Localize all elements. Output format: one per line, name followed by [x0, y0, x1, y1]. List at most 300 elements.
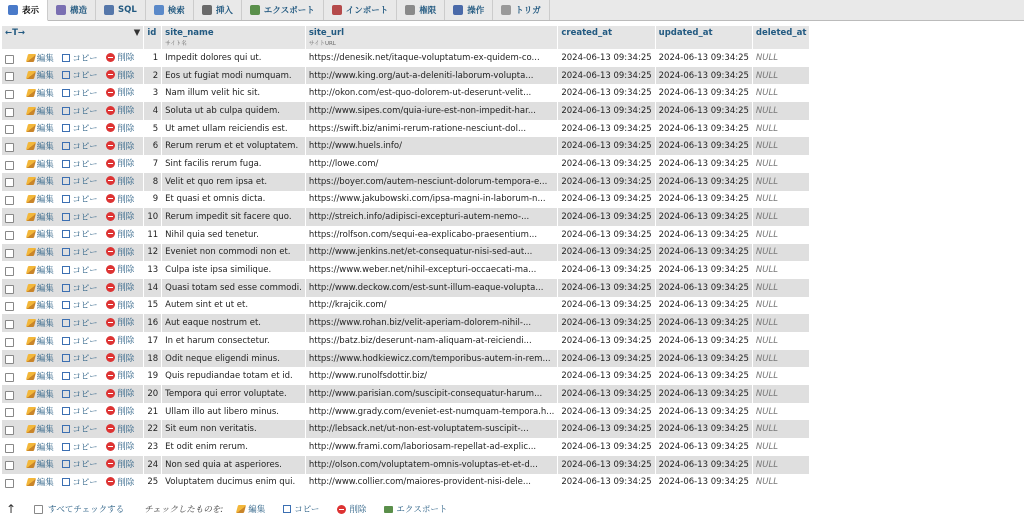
row-checkbox[interactable]: [5, 461, 14, 470]
row-checkbox[interactable]: [5, 178, 14, 187]
row-copy-button[interactable]: [62, 388, 97, 400]
cell-site-name[interactable]: Voluptatem ducimus enim qui.: [162, 474, 306, 492]
row-copy-button[interactable]: [62, 405, 97, 417]
cell-deleted-at[interactable]: NULL: [752, 385, 810, 403]
cell-site-url[interactable]: https://rolfson.com/sequi-ea-explicabo-praesentium...: [305, 226, 558, 244]
cell-site-url[interactable]: https://boyer.com/autem-nesciunt-dolorum-tempora-e...: [305, 173, 558, 191]
cell-created-at[interactable]: 2024-06-13 09:34:25: [558, 350, 655, 368]
row-delete-button[interactable]: [106, 299, 134, 311]
row-copy-button[interactable]: [62, 105, 97, 117]
tab-triggers[interactable]: [493, 0, 549, 20]
row-delete-button[interactable]: [106, 405, 134, 417]
cell-created-at[interactable]: 2024-06-13 09:34:25: [558, 137, 655, 155]
row-delete-label[interactable]: 削除: [117, 141, 135, 152]
cell-created-at[interactable]: 2024-06-13 09:34:25: [558, 191, 655, 209]
cell-site-name[interactable]: In et harum consectetur.: [162, 332, 306, 350]
row-copy-label[interactable]: コピー: [72, 389, 98, 400]
cell-updated-at[interactable]: 2024-06-13 09:34:25: [655, 279, 752, 297]
row-edit-label[interactable]: 編集: [36, 142, 54, 153]
row-copy-button[interactable]: [62, 370, 97, 382]
cell-deleted-at[interactable]: NULL: [752, 102, 810, 120]
cell-site-name[interactable]: Nihil quia sed tenetur.: [162, 226, 306, 244]
row-copy-label[interactable]: コピー: [72, 301, 98, 312]
cell-id[interactable]: 11: [144, 226, 162, 244]
tab-label[interactable]: 表示: [22, 6, 40, 16]
tab-privileges[interactable]: [397, 0, 445, 20]
cell-updated-at[interactable]: 2024-06-13 09:34:25: [655, 332, 752, 350]
check-all-label[interactable]: すべてチェックする: [48, 505, 125, 515]
row-delete-label[interactable]: 削除: [117, 477, 135, 488]
row-checkbox[interactable]: [5, 426, 14, 435]
cell-id[interactable]: 9: [144, 191, 162, 209]
row-delete-label[interactable]: 削除: [117, 159, 135, 170]
row-delete-label[interactable]: 削除: [117, 53, 135, 64]
cell-site-url[interactable]: http://www.grady.com/eveniet-est-numquam-tempora.h...: [305, 403, 558, 421]
cell-updated-at[interactable]: 2024-06-13 09:34:25: [655, 67, 752, 85]
tab-label[interactable]: 挿入: [215, 6, 233, 16]
cell-updated-at[interactable]: 2024-06-13 09:34:25: [655, 403, 752, 421]
row-copy-label[interactable]: コピー: [72, 230, 98, 241]
cell-site-url[interactable]: https://www.weber.net/nihil-excepturi-occaecati-ma...: [305, 261, 558, 279]
cell-id[interactable]: 18: [144, 350, 162, 368]
row-edit-label[interactable]: 編集: [36, 460, 54, 471]
cell-site-url[interactable]: https://denesik.net/itaque-voluptatum-ex-quidem-co...: [305, 49, 558, 67]
row-edit-button[interactable]: [27, 87, 54, 99]
row-copy-button[interactable]: [62, 458, 97, 470]
row-copy-label[interactable]: コピー: [72, 354, 98, 365]
row-delete-label[interactable]: 削除: [117, 389, 135, 400]
cell-site-name[interactable]: Et quasi et omnis dicta.: [162, 191, 306, 209]
row-copy-label[interactable]: コピー: [72, 318, 98, 329]
row-checkbox[interactable]: [5, 125, 14, 134]
cell-updated-at[interactable]: 2024-06-13 09:34:25: [655, 120, 752, 138]
cell-id[interactable]: 24: [144, 456, 162, 474]
cell-updated-at[interactable]: 2024-06-13 09:34:25: [655, 350, 752, 368]
row-checkbox[interactable]: [5, 320, 14, 329]
row-copy-button[interactable]: [62, 193, 97, 205]
row-delete-label[interactable]: 削除: [117, 424, 135, 435]
row-delete-button[interactable]: [106, 369, 134, 381]
row-copy-label[interactable]: コピー: [72, 71, 98, 82]
cell-site-url[interactable]: http://www.runolfsdottir.biz/: [305, 367, 558, 385]
tab-label[interactable]: トリガ: [515, 6, 541, 16]
cell-id[interactable]: 7: [144, 155, 162, 173]
row-edit-button[interactable]: [27, 69, 54, 81]
cell-site-name[interactable]: Aut eaque nostrum et.: [162, 314, 306, 332]
row-delete-button[interactable]: [106, 122, 134, 134]
cell-created-at[interactable]: 2024-06-13 09:34:25: [558, 226, 655, 244]
tab-search[interactable]: [146, 0, 194, 20]
cell-site-url[interactable]: http://www.collier.com/maiores-provident-nisi-dele...: [305, 474, 558, 492]
row-copy-button[interactable]: [62, 352, 97, 364]
row-edit-label[interactable]: 編集: [36, 371, 54, 382]
row-edit-label[interactable]: 編集: [36, 478, 54, 489]
cell-deleted-at[interactable]: NULL: [752, 208, 810, 226]
cell-created-at[interactable]: 2024-06-13 09:34:25: [558, 332, 655, 350]
cell-updated-at[interactable]: 2024-06-13 09:34:25: [655, 438, 752, 456]
row-edit-label[interactable]: 編集: [36, 212, 54, 223]
row-checkbox[interactable]: [5, 72, 14, 81]
row-delete-button[interactable]: [106, 246, 134, 258]
row-edit-button[interactable]: [27, 476, 54, 488]
row-delete-button[interactable]: [106, 69, 134, 81]
cell-site-url[interactable]: http://olson.com/voluptatem-omnis-voluptas-et-et-d...: [305, 456, 558, 474]
cell-deleted-at[interactable]: NULL: [752, 474, 810, 492]
cell-site-name[interactable]: Velit et quo rem ipsa et.: [162, 173, 306, 191]
row-delete-label[interactable]: 削除: [117, 283, 135, 294]
cell-created-at[interactable]: 2024-06-13 09:34:25: [558, 261, 655, 279]
tab-sql[interactable]: [96, 0, 146, 20]
row-delete-label[interactable]: 削除: [117, 318, 135, 329]
row-copy-label[interactable]: コピー: [72, 283, 98, 294]
cell-created-at[interactable]: 2024-06-13 09:34:25: [558, 120, 655, 138]
cell-site-url[interactable]: https://www.rohan.biz/velit-aperiam-dolorem-nihil-...: [305, 314, 558, 332]
row-edit-button[interactable]: [27, 52, 54, 64]
row-edit-button[interactable]: [27, 423, 54, 435]
row-edit-label[interactable]: 編集: [36, 283, 54, 294]
row-delete-label[interactable]: 削除: [117, 442, 135, 453]
cell-id[interactable]: 22: [144, 420, 162, 438]
cell-deleted-at[interactable]: NULL: [752, 332, 810, 350]
row-edit-label[interactable]: 編集: [36, 230, 54, 241]
column-options-dropdown-icon[interactable]: ▼: [133, 28, 141, 38]
row-copy-label[interactable]: コピー: [72, 106, 98, 117]
row-copy-label[interactable]: コピー: [72, 425, 98, 436]
column-site-url-label[interactable]: site_url: [308, 28, 345, 38]
row-edit-label[interactable]: 編集: [36, 265, 54, 276]
row-copy-label[interactable]: コピー: [72, 248, 98, 259]
row-checkbox[interactable]: [5, 161, 14, 170]
cell-updated-at[interactable]: 2024-06-13 09:34:25: [655, 474, 752, 492]
row-copy-button[interactable]: [62, 211, 97, 223]
cell-site-url[interactable]: http://okon.com/est-quo-dolorem-ut-deserunt-velit...: [305, 84, 558, 102]
bulk-delete-label[interactable]: 削除: [349, 505, 367, 515]
row-edit-button[interactable]: [27, 175, 54, 187]
row-edit-button[interactable]: [27, 335, 54, 347]
cell-site-name[interactable]: Non sed quia at asperiores.: [162, 456, 306, 474]
cell-site-name[interactable]: Et odit enim rerum.: [162, 438, 306, 456]
cell-deleted-at[interactable]: NULL: [752, 49, 810, 67]
row-edit-label[interactable]: 編集: [36, 88, 54, 99]
tab-browse[interactable]: [0, 0, 48, 21]
row-delete-button[interactable]: [106, 440, 134, 452]
column-header-deleted-at[interactable]: deleted_at: [752, 26, 810, 49]
row-edit-label[interactable]: 編集: [36, 248, 54, 259]
row-delete-label[interactable]: 削除: [117, 194, 135, 205]
cell-deleted-at[interactable]: NULL: [752, 137, 810, 155]
cell-updated-at[interactable]: 2024-06-13 09:34:25: [655, 456, 752, 474]
row-checkbox[interactable]: [5, 55, 14, 64]
row-checkbox[interactable]: [5, 391, 14, 400]
cell-site-url[interactable]: https://swift.biz/animi-rerum-ratione-nesciunt-dol...: [305, 120, 558, 138]
row-delete-label[interactable]: 削除: [117, 212, 135, 223]
row-delete-button[interactable]: [106, 51, 134, 63]
row-edit-label[interactable]: 編集: [36, 425, 54, 436]
row-copy-button[interactable]: [62, 317, 97, 329]
row-copy-label[interactable]: コピー: [72, 212, 98, 223]
cell-updated-at[interactable]: 2024-06-13 09:34:25: [655, 173, 752, 191]
cell-site-name[interactable]: Eos ut fugiat modi numquam.: [162, 67, 306, 85]
row-delete-button[interactable]: [106, 334, 134, 346]
row-delete-button[interactable]: [106, 263, 134, 275]
row-checkbox[interactable]: [5, 373, 14, 382]
row-checkbox[interactable]: [5, 302, 14, 311]
cell-created-at[interactable]: 2024-06-13 09:34:25: [558, 67, 655, 85]
column-header-id[interactable]: id: [144, 26, 162, 49]
cell-id[interactable]: 1: [144, 49, 162, 67]
bulk-export-label[interactable]: エクスポート: [396, 505, 448, 515]
row-edit-button[interactable]: [27, 441, 54, 453]
tab-label[interactable]: SQL: [118, 5, 137, 15]
row-copy-label[interactable]: コピー: [72, 53, 98, 64]
row-checkbox[interactable]: [5, 338, 14, 347]
row-edit-button[interactable]: [27, 405, 54, 417]
row-edit-button[interactable]: [27, 299, 54, 311]
row-checkbox[interactable]: [5, 408, 14, 417]
row-delete-label[interactable]: 削除: [117, 336, 135, 347]
cell-updated-at[interactable]: 2024-06-13 09:34:25: [655, 137, 752, 155]
cell-created-at[interactable]: 2024-06-13 09:34:25: [558, 367, 655, 385]
row-delete-label[interactable]: 削除: [117, 300, 135, 311]
row-delete-label[interactable]: 削除: [117, 406, 135, 417]
row-delete-button[interactable]: [106, 193, 134, 205]
cell-deleted-at[interactable]: NULL: [752, 297, 810, 315]
row-edit-button[interactable]: [27, 122, 54, 134]
row-copy-button[interactable]: [62, 441, 97, 453]
row-copy-button[interactable]: [62, 228, 97, 240]
cell-created-at[interactable]: 2024-06-13 09:34:25: [558, 314, 655, 332]
cell-id[interactable]: 20: [144, 385, 162, 403]
column-header-site-name[interactable]: [162, 26, 306, 49]
row-delete-button[interactable]: [106, 458, 134, 470]
row-edit-label[interactable]: 編集: [36, 301, 54, 312]
cell-deleted-at[interactable]: NULL: [752, 350, 810, 368]
row-copy-label[interactable]: コピー: [72, 478, 98, 489]
cell-site-name[interactable]: Rerum impedit sit facere quo.: [162, 208, 306, 226]
cell-updated-at[interactable]: 2024-06-13 09:34:25: [655, 420, 752, 438]
cell-site-url[interactable]: http://www.parisian.com/suscipit-consequatur-harum...: [305, 385, 558, 403]
cell-site-name[interactable]: Soluta ut ab culpa quidem.: [162, 102, 306, 120]
bulk-delete-button[interactable]: [337, 503, 366, 515]
row-copy-label[interactable]: コピー: [72, 407, 98, 418]
cell-created-at[interactable]: 2024-06-13 09:34:25: [558, 155, 655, 173]
row-edit-button[interactable]: [27, 352, 54, 364]
cell-deleted-at[interactable]: NULL: [752, 155, 810, 173]
column-header-actions[interactable]: [2, 26, 144, 49]
cell-site-url[interactable]: http://streich.info/adipisci-excepturi-autem-nemo-...: [305, 208, 558, 226]
row-edit-label[interactable]: 編集: [36, 53, 54, 64]
row-delete-button[interactable]: [106, 140, 134, 152]
row-copy-label[interactable]: コピー: [72, 88, 98, 99]
row-edit-button[interactable]: [27, 370, 54, 382]
row-delete-label[interactable]: 削除: [117, 106, 135, 117]
cell-id[interactable]: 4: [144, 102, 162, 120]
row-copy-label[interactable]: コピー: [72, 265, 98, 276]
cell-updated-at[interactable]: 2024-06-13 09:34:25: [655, 226, 752, 244]
row-edit-label[interactable]: 編集: [36, 442, 54, 453]
cell-site-url[interactable]: http://www.huels.info/: [305, 137, 558, 155]
cell-site-name[interactable]: Odit neque eligendi minus.: [162, 350, 306, 368]
row-edit-label[interactable]: 編集: [36, 106, 54, 117]
row-checkbox[interactable]: [5, 355, 14, 364]
cell-updated-at[interactable]: 2024-06-13 09:34:25: [655, 261, 752, 279]
bulk-edit-button[interactable]: [237, 503, 265, 515]
cell-site-url[interactable]: https://batz.biz/deserunt-nam-aliquam-at-reiciendi...: [305, 332, 558, 350]
row-copy-label[interactable]: コピー: [72, 336, 98, 347]
cell-updated-at[interactable]: 2024-06-13 09:34:25: [655, 49, 752, 67]
row-delete-label[interactable]: 削除: [117, 123, 135, 134]
check-all-link[interactable]: [34, 503, 124, 515]
cell-deleted-at[interactable]: NULL: [752, 261, 810, 279]
cell-deleted-at[interactable]: NULL: [752, 191, 810, 209]
row-edit-label[interactable]: 編集: [36, 71, 54, 82]
cell-created-at[interactable]: 2024-06-13 09:34:25: [558, 456, 655, 474]
row-delete-button[interactable]: [106, 86, 134, 98]
cell-site-url[interactable]: http://www.sipes.com/quia-iure-est-non-impedit-har...: [305, 102, 558, 120]
row-delete-label[interactable]: 削除: [117, 247, 135, 258]
cell-created-at[interactable]: 2024-06-13 09:34:25: [558, 403, 655, 421]
cell-site-name[interactable]: Autem sint et ut et.: [162, 297, 306, 315]
cell-id[interactable]: 25: [144, 474, 162, 492]
row-edit-button[interactable]: [27, 228, 54, 240]
cell-site-name[interactable]: Culpa iste ipsa similique.: [162, 261, 306, 279]
cell-id[interactable]: 12: [144, 244, 162, 262]
cell-updated-at[interactable]: 2024-06-13 09:34:25: [655, 385, 752, 403]
row-copy-label[interactable]: コピー: [72, 460, 98, 471]
cell-site-url[interactable]: https://www.jakubowski.com/ipsa-magni-in-laborum-n...: [305, 191, 558, 209]
cell-updated-at[interactable]: 2024-06-13 09:34:25: [655, 208, 752, 226]
cell-updated-at[interactable]: 2024-06-13 09:34:25: [655, 84, 752, 102]
row-edit-label[interactable]: 編集: [36, 318, 54, 329]
row-checkbox[interactable]: [5, 267, 14, 276]
cell-site-url[interactable]: http://www.jenkins.net/et-consequatur-nisi-sed-aut...: [305, 244, 558, 262]
cell-created-at[interactable]: 2024-06-13 09:34:25: [558, 438, 655, 456]
tab-operations[interactable]: [445, 0, 493, 20]
row-copy-label[interactable]: コピー: [72, 195, 98, 206]
row-edit-label[interactable]: 編集: [36, 124, 54, 135]
cell-created-at[interactable]: 2024-06-13 09:34:25: [558, 385, 655, 403]
row-checkbox[interactable]: [5, 444, 14, 453]
tab-label[interactable]: インポート: [345, 6, 389, 16]
row-copy-button[interactable]: [62, 246, 97, 258]
cell-deleted-at[interactable]: NULL: [752, 67, 810, 85]
cell-updated-at[interactable]: 2024-06-13 09:34:25: [655, 191, 752, 209]
cell-site-name[interactable]: Sit eum non veritatis.: [162, 420, 306, 438]
row-copy-button[interactable]: [62, 140, 97, 152]
row-copy-button[interactable]: [62, 423, 97, 435]
cell-id[interactable]: 15: [144, 297, 162, 315]
row-delete-button[interactable]: [106, 352, 134, 364]
row-checkbox[interactable]: [5, 249, 14, 258]
tab-structure[interactable]: [48, 0, 96, 20]
row-edit-button[interactable]: [27, 105, 54, 117]
cell-deleted-at[interactable]: NULL: [752, 244, 810, 262]
row-copy-button[interactable]: [62, 175, 97, 187]
cell-site-name[interactable]: Eveniet non commodi non et.: [162, 244, 306, 262]
cell-id[interactable]: 10: [144, 208, 162, 226]
cell-site-name[interactable]: Impedit dolores qui ut.: [162, 49, 306, 67]
bulk-copy-label[interactable]: コピー: [294, 505, 320, 515]
row-checkbox[interactable]: [5, 479, 14, 488]
row-edit-label[interactable]: 編集: [36, 336, 54, 347]
row-edit-label[interactable]: 編集: [36, 389, 54, 400]
row-copy-label[interactable]: コピー: [72, 124, 98, 135]
row-edit-label[interactable]: 編集: [36, 177, 54, 188]
row-edit-label[interactable]: 編集: [36, 354, 54, 365]
cell-id[interactable]: 6: [144, 137, 162, 155]
cell-created-at[interactable]: 2024-06-13 09:34:25: [558, 49, 655, 67]
row-copy-button[interactable]: [62, 335, 97, 347]
row-delete-button[interactable]: [106, 387, 134, 399]
bulk-export-button[interactable]: [384, 503, 447, 515]
row-checkbox[interactable]: [5, 214, 14, 223]
tab-import[interactable]: [324, 0, 398, 20]
column-header-created-at[interactable]: created_at: [558, 26, 655, 49]
row-delete-label[interactable]: 削除: [117, 371, 135, 382]
cell-deleted-at[interactable]: NULL: [752, 456, 810, 474]
cell-id[interactable]: 3: [144, 84, 162, 102]
tab-insert[interactable]: [194, 0, 242, 20]
cell-deleted-at[interactable]: NULL: [752, 367, 810, 385]
row-checkbox[interactable]: [5, 285, 14, 294]
cell-updated-at[interactable]: 2024-06-13 09:34:25: [655, 297, 752, 315]
cell-site-url[interactable]: https://www.hodkiewicz.com/temporibus-autem-in-rem...: [305, 350, 558, 368]
cell-id[interactable]: 13: [144, 261, 162, 279]
row-delete-button[interactable]: [106, 316, 134, 328]
cell-id[interactable]: 5: [144, 120, 162, 138]
row-copy-button[interactable]: [62, 282, 97, 294]
tab-label[interactable]: 操作: [467, 6, 485, 16]
cell-created-at[interactable]: 2024-06-13 09:34:25: [558, 208, 655, 226]
cell-site-url[interactable]: http://krajcik.com/: [305, 297, 558, 315]
cell-created-at[interactable]: 2024-06-13 09:34:25: [558, 84, 655, 102]
row-delete-label[interactable]: 削除: [117, 459, 135, 470]
cell-id[interactable]: 16: [144, 314, 162, 332]
cell-deleted-at[interactable]: NULL: [752, 403, 810, 421]
cell-id[interactable]: 17: [144, 332, 162, 350]
cell-site-name[interactable]: Sint facilis rerum fuga.: [162, 155, 306, 173]
cell-created-at[interactable]: 2024-06-13 09:34:25: [558, 244, 655, 262]
tab-label[interactable]: 検索: [167, 6, 185, 16]
bulk-copy-button[interactable]: [283, 503, 319, 515]
row-edit-button[interactable]: [27, 458, 54, 470]
cell-site-name[interactable]: Quis repudiandae totam et id.: [162, 367, 306, 385]
row-delete-label[interactable]: 削除: [117, 229, 135, 240]
cell-created-at[interactable]: 2024-06-13 09:34:25: [558, 279, 655, 297]
row-edit-button[interactable]: [27, 193, 54, 205]
column-header-site-url[interactable]: [305, 26, 558, 49]
cell-created-at[interactable]: 2024-06-13 09:34:25: [558, 474, 655, 492]
tab-label[interactable]: エクスポート: [263, 6, 315, 16]
cell-site-url[interactable]: http://lowe.com/: [305, 155, 558, 173]
cell-updated-at[interactable]: 2024-06-13 09:34:25: [655, 102, 752, 120]
cell-deleted-at[interactable]: NULL: [752, 438, 810, 456]
row-delete-button[interactable]: [106, 157, 134, 169]
row-delete-button[interactable]: [106, 476, 134, 488]
cell-updated-at[interactable]: 2024-06-13 09:34:25: [655, 314, 752, 332]
cell-deleted-at[interactable]: NULL: [752, 84, 810, 102]
row-edit-button[interactable]: [27, 140, 54, 152]
row-copy-button[interactable]: [62, 69, 97, 81]
cell-id[interactable]: 14: [144, 279, 162, 297]
cell-deleted-at[interactable]: NULL: [752, 314, 810, 332]
cell-site-name[interactable]: Rerum rerum et et voluptatem.: [162, 137, 306, 155]
cell-created-at[interactable]: 2024-06-13 09:34:25: [558, 102, 655, 120]
row-edit-button[interactable]: [27, 388, 54, 400]
row-copy-label[interactable]: コピー: [72, 159, 98, 170]
cell-updated-at[interactable]: 2024-06-13 09:34:25: [655, 155, 752, 173]
row-delete-button[interactable]: [106, 104, 134, 116]
